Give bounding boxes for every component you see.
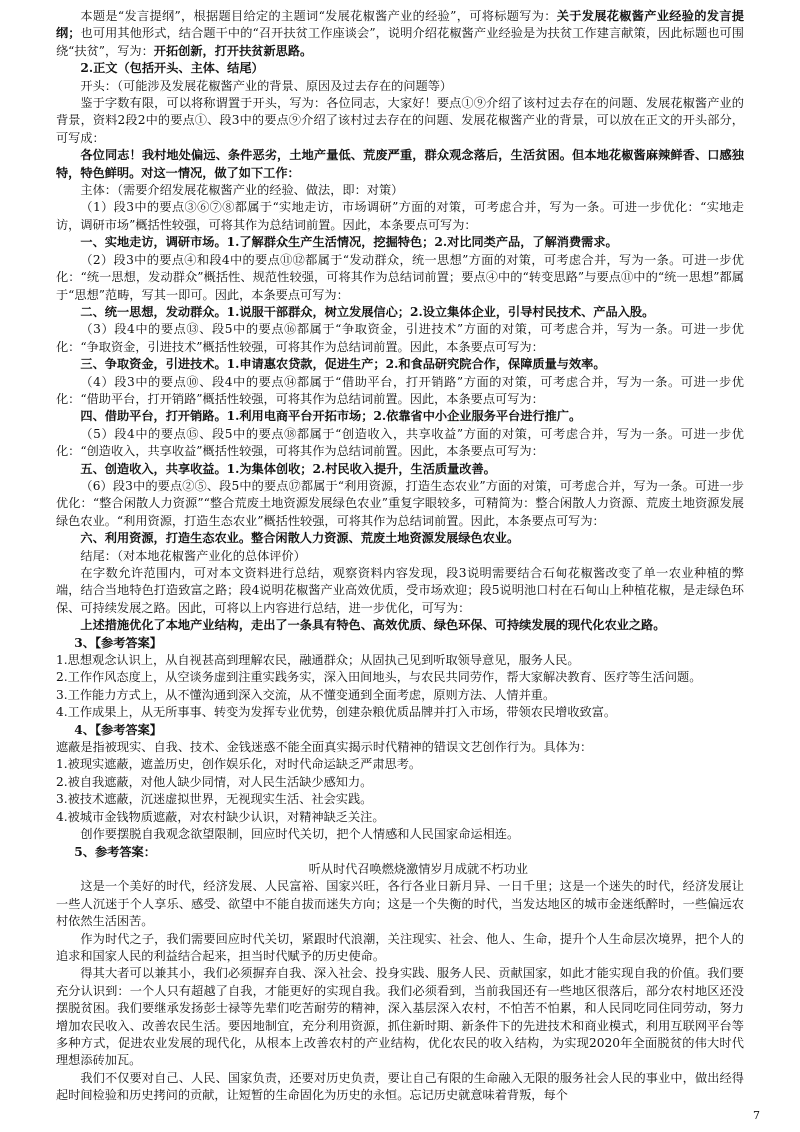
answer-point: 三、争取资金，引进技术。1.申请惠农贷款，促进生产；2.和食品研究院合作，保障质量与效率。: [80, 357, 606, 372]
list-item: 4.工作成果上，从无所事事、转变为发挥专业优势，创建杂粮优质品牌并打入市场，带领农民增收致富。: [56, 705, 617, 720]
paragraph: 这是一个美好的时代，经济发展、人民富裕、国家兴旺，各行各业日新月异、一日千里；这是一个迷失的时代，经济发展让一些人沉迷于个人享乐、感受、欲望中不能自拔而迷失方向；这是一个失衡的时代，当发达地区的城市金迷纸醉时，一些偏远农村依然生活困苦。: [56, 879, 744, 929]
paragraph: （2）段3中的要点④和段4中的要点⑪⑫都属于“发动群众，统一思想”方面的对策，可考虑合并，写为一条。可进一步优化：“统一思想，发动群众”概括性、规范性较强，可将其作为总结词前置；要点④中的“转变思路”与要点⑪中的“统一思想”都属于“思想”范畴，写其一即可。因此，本条要点可写为：: [56, 252, 744, 302]
paragraph: （4）段3中的要点⑩、段4中的要点⑭都属于“借助平台，打开销路”方面的对策，可考虑合并，写为一条。可进一步优化：“借助平台，打开销路”概括性较强，可将其作为总结词前置。因此，本条要点可写为：: [56, 374, 744, 406]
paragraph: 创作要摆脱自我观念欲望限制，回应时代关切，把个人情感和人民国家命运相连。: [80, 827, 520, 842]
paragraph: 作为时代之子，我们需要回应时代关切，紧跟时代浪潮，关注现实、社会、他人、生命，提升个人生命层次境界，把个人的追求和国家人民的利益结合起来，担当时代赋予的历史使命。: [56, 931, 744, 963]
answer-point: 一、实地走访，调研市场。1.了解群众生产生活情况，挖掘特色；2.对比同类产品，了解消费需求。: [80, 235, 618, 250]
list-item: 1.思想观念认识上，从自视甚高到理解农民，融通群众；从固执己见到听取领导意见，服务人民。: [56, 653, 580, 668]
answer-point: 四、借助平台，打开销路。1.利用电商平台开拓市场；2.依靠省中小企业服务平台进行推广。: [80, 409, 582, 424]
paragraph: 在字数允许范围内，可对本文资料进行总结，观察资料内容发现，段3说明需要结合石甸花椒酱改变了单一农业种植的弊端，结合当地特色打造致富之路；段4说明花椒酱产业高效优质，受市场欢迎；段5说明池口村在石甸山上种植花椒，是走绿色环保、可持续发展之路。因此，可将以上内容进行总结，进一步优化，可写为：: [56, 566, 744, 615]
section-heading: 3、【参考答案】: [74, 635, 162, 650]
paragraph: 结尾：（对本地花椒酱产业化的总体评价）: [80, 548, 306, 563]
paragraph: （5）段4中的要点⑮、段5中的要点⑱都属于“创造收入，共享收益”方面的对策，可考虑合并，写为一条。可进一步优化：“创造收入，共享收益”概括性较强，可将其作为总结词前置。因此，本条要点可写为：: [56, 426, 744, 459]
bold-paragraph: 上述措施优化了本地产业结构，走出了一条具有特色、高效优质、绿色环保、可持续发展的现代化农业之路。: [80, 618, 666, 633]
essay-title: 听从时代召唤燃烧激情岁月成就不朽功业: [308, 861, 528, 876]
section-heading: 5、参考答案：: [74, 844, 156, 859]
list-item: 3.被技术遮蔽，沉迷虚拟世界，无视现实生活、社会实践。: [56, 792, 373, 807]
paragraph: （3）段4中的要点⑬、段5中的要点⑯都属于“争取资金，引进技术”方面的对策，可考虑合并，写为一条。可进一步优化：“争取资金，引进技术”概括性较强，可将其作为总结词前置。因此，本条要点可写为：: [56, 322, 744, 354]
list-item: 4.被城市金钱物质遮蔽，对农村缺少认识，对精神缺乏关注。: [56, 809, 385, 824]
paragraph: 得其大者可以兼其小，我们必须摒弃自我、深入社会、投身实践、服务人民、贡献国家，如此才能实现自我的价值。我们要充分认识到：一个人只有超越了自我，才能更好的实现自我。我们必须看到，当前我国还有一些地区很落后，部分农村地区还没摆脱贫困。我们要继承发扬彭士禄等先辈们吃苦耐劳的精神，深入基层深入农村，不怕苦不怕累，和人民同吃同住同劳动，努力增加农民收入、改善农民生活。要因地制宜，充分利用资源，抓住新时期、新条件下的先进技术和商业模式，利用互联网平台等多种方式，促进农业发展的现代化，从根本上改善农村的产业结构，优化农民的收入结构，为实现2020年全面脱贫的伟大时代理想添砖加瓦。: [56, 966, 744, 1068]
paragraph: 开头：（可能涉及发展花椒酱产业的背景、原因及过去存在的问题等）: [80, 78, 453, 93]
list-item: 1.被现实遮蔽，遮盖历史，创作娱乐化，对时代命运缺乏严肃思考。: [56, 757, 422, 772]
title-paragraph: 本题是“发言提纲”，根据题目给定的主题词“发展花椒酱产业的经验”，可将标题写为：关于发展花椒酱产业经验的发言提纲；也可用其他形式，结合题干中的“召开扶贫工作座谈会”，说明介绍花椒酱产业经验是为扶贫工作建言献策，因此标题也可围绕“扶贫”，写为：开拓创新，打开扶贫新思路。: [56, 9, 744, 58]
answer-point: 六、利用资源，打造生态农业。整合闲散人力资源、荒废土地资源发展绿色农业。: [80, 531, 520, 546]
answer-point: 五、创造收入，共享收益。1.为集体创收；2.村民收入提升，生活质量改善。: [80, 461, 496, 476]
section-heading: 2.正文（包括开头、主体、结尾）: [80, 61, 264, 76]
bold-paragraph: 各位同志！我村地处偏远、条件恶劣，土地产量低、荒废严重，群众观念落后，生活贫困。但本地花椒酱麻辣鲜香、口感独特，特色鲜明。对这一情况，做了如下工作：: [56, 148, 744, 180]
page-number: 7: [753, 1108, 760, 1122]
list-item: 2.工作作风态度上，从空谈务虚到注重实践务实，深入田间地头，与农民共同劳作，帮大家解决教育、医疗等生活问题。: [56, 670, 702, 685]
paragraph: 主体：（需要介绍发展花椒酱产业的经验、做法，即：对策）: [80, 183, 404, 198]
list-item: 3.工作能力方式上，从不懂沟通到深入交流，从不懂变通到全面考虑，原则方法、人情并重。: [56, 687, 556, 702]
paragraph: 遮蔽是指被现实、自我、技术、金钱迷惑不能全面真实揭示时代精神的错误文艺创作行为。具体为：: [56, 740, 593, 755]
paragraph: （1）段3中的要点③⑥⑦⑧都属于“实地走访，市场调研”方面的对策，可考虑合并，写为一条。可进一步优化：“实地走访，调研市场”概括性较强，可将其作为总结词前置。因此，本条要点可写为：: [56, 200, 744, 232]
answer-point: 二、统一思想，发动群众。1.说服干部群众，树立发展信心；2.设立集体企业，引导村民技术、产品入股。: [80, 304, 655, 319]
section-heading: 4、【参考答案】: [74, 722, 162, 737]
paragraph: 鉴于字数有限，可以将称谓置于开头，写为：各位同志，大家好！要点①⑨介绍了该村过去存在的问题、发展花椒酱产业的背景，资料2段2中的要点①、段3中的要点⑨介绍了该村过去存在的问题、发展花椒酱产业的背景，可以放在正文的开头部分，可写成：: [56, 96, 744, 145]
paragraph: 我们不仅要对自己、人民、国家负责，还要对历史负责，要让自己有限的生命融入无限的服务社会人民的事业中，做出经得起时间检验和历史拷问的贡献，让短暂的生命固化为历史的永恒。忘记历史就意味着背叛，每个: [56, 1070, 744, 1103]
list-item: 2.被自我遮蔽，对他人缺少同情，对人民生活缺少感知力。: [56, 774, 373, 789]
paragraph: （6）段3中的要点②⑤、段5中的要点⑰都属于“利用资源，打造生态农业”方面的对策，可考虑合并，写为一条。可进一步优化：“整合闲散人力资源”“整合荒废土地资源发展绿色农业”重复字眼较多，可精简为：整合闲散人力资源、荒废土地资源发展绿色农业。“利用资源，打造生态农业”概括性较强，可将其作为总结词前置。因此，本条要点可写为：: [56, 478, 744, 528]
